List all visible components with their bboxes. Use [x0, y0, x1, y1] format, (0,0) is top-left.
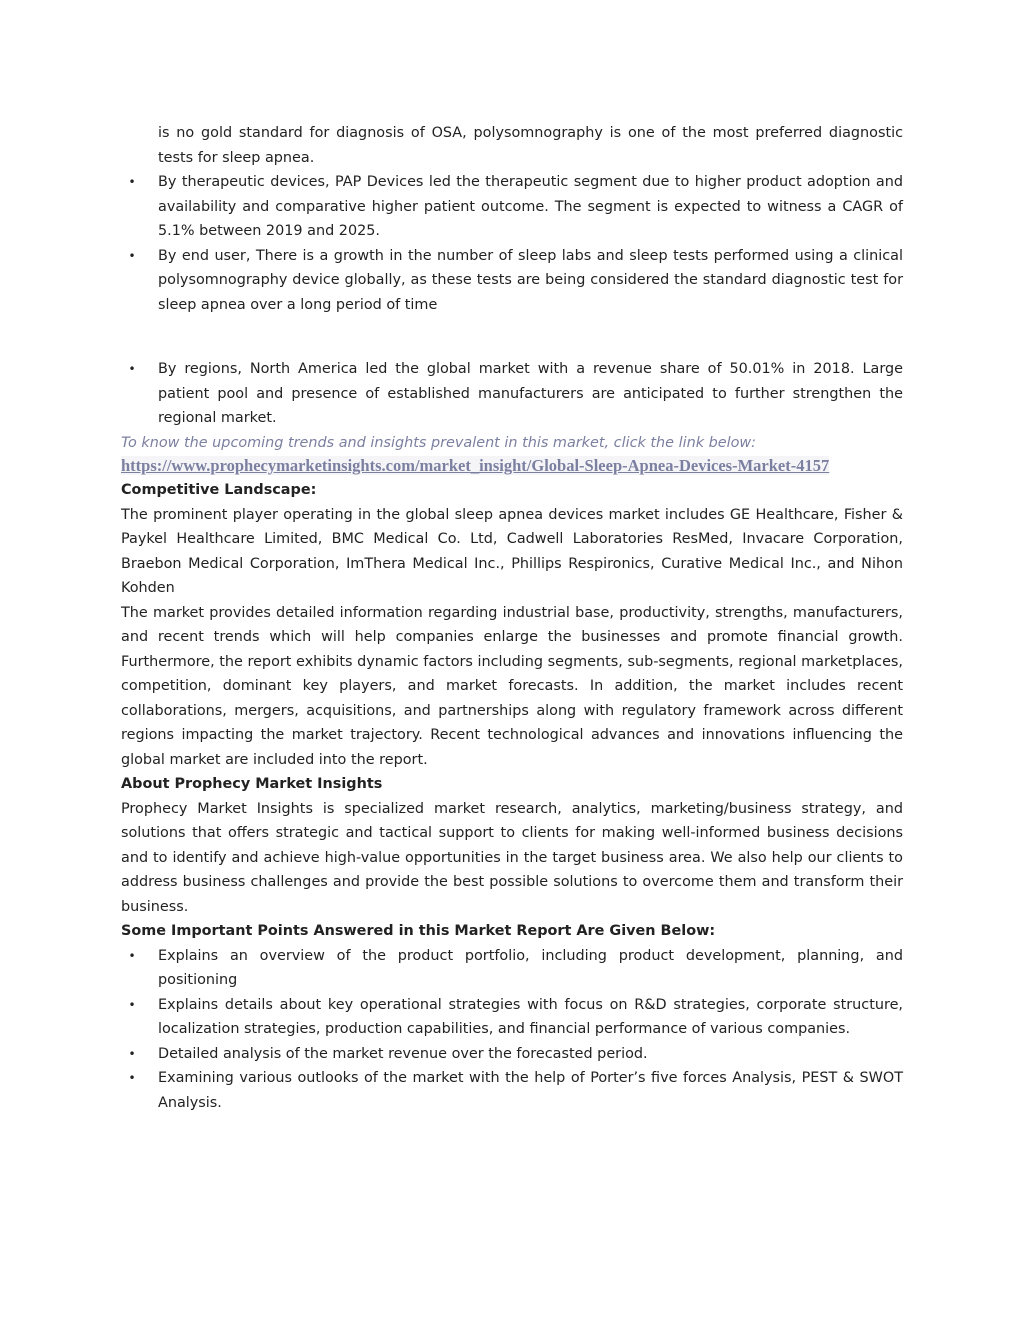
finding-therapeutic: By therapeutic devices, PAP Devices led the therapeutic segment due to higher product adoption and availability and comparative higher patient outcome. The segment is expected to witness a CAGR of 5.1% between 2019 and 2025. [158, 174, 903, 239]
bullet-icon: • [128, 248, 136, 263]
bullet-icon: • [128, 1071, 136, 1085]
about-heading: About Prophecy Market Insights [121, 776, 383, 792]
link-url-wrapper [121, 455, 903, 478]
bullet-icon: • [128, 1046, 136, 1061]
point-text: Explains an overview of the product portfolio, including product development, planning, and positioning [158, 947, 903, 988]
list-item [121, 244, 903, 318]
points-heading: Some Important Points Answered in this Market Report Are Given Below: [121, 923, 716, 939]
document-page [121, 121, 903, 1115]
list-item [121, 357, 903, 431]
points-list [121, 944, 903, 1116]
link-prompt: To know the upcoming trends and insights prevalent in this market, click the link below: [121, 434, 757, 451]
bullet-icon: • [128, 948, 136, 963]
list-item [121, 944, 903, 993]
findings-list [121, 170, 903, 317]
list-item [121, 1066, 903, 1115]
report-link[interactable]: https://www.prophecymarketinsights.com/market_insight/Global-Sleep-Apnea-Devices-Market-4157 [121, 456, 830, 475]
competitive-details: The market provides detailed information regarding industrial base, productivity, strengths, manufacturers, and recent trends which will help companies enlarge the businesses and promote financial growth. Furthermore, the report exhibits dynamic factors including segments, sub-segments, regional marketplaces, competition, dominant key players, and market forecasts. In addition, the market includes recent collaborations, mergers, acquisitions, and partnerships along with regulatory framework across different regions impacting the market trajectory. Recent technological advances and innovations influencing the global market are included into the report. [121, 604, 903, 768]
list-item [121, 993, 903, 1042]
point-text: Examining various outlooks of the market with the help of Porter’s five forces Analysis, PEST & SWOT Analysis. [158, 1070, 903, 1111]
point-text: Detailed analysis of the market revenue over the forecasted period. [158, 1045, 648, 1062]
list-item [121, 1042, 903, 1067]
intro-continuation: is no gold standard for diagnosis of OSA, polysomnography is one of the most preferred diagnostic tests for sleep apnea. [158, 125, 903, 166]
point-text: Explains details about key operational strategies with focus on R&D strategies, corporate structure, localization strategies, production capabilities, and financial performance of various companies. [158, 996, 903, 1037]
finding-end-user: By end user, There is a growth in the number of sleep labs and sleep tests performed using a clinical polysomnography device globally, as these tests are being considered the standard diagnostic test for sleep apnea over a long period of time [158, 247, 903, 313]
about-text: Prophecy Market Insights is specialized market research, analytics, marketing/business strategy, and solutions that offers strategic and tactical support to clients for making well-informed business decisions and to identify and achieve high-value opportunities in the target business area. We also help our clients to address business challenges and provide the best possible solutions to overcome them and transform their business. [121, 800, 903, 915]
regions-list [121, 357, 903, 431]
competitive-players: The prominent player operating in the global sleep apnea devices market includes GE Healthcare, Fisher & Paykel Healthcare Limited, BMC Medical Co. Ltd, Cadwell Laboratories ResMed, Invacare Corporation, Braebon Medical Corporation, ImThera Medical Inc., Phillips Respironics, Curative Medical Inc., and Nihon Kohden [121, 506, 903, 596]
list-item [121, 170, 903, 244]
bullet-icon: • [128, 175, 136, 189]
competitive-heading: Competitive Landscape: [121, 482, 317, 498]
bullet-icon: • [128, 997, 136, 1012]
bullet-icon: • [128, 362, 136, 376]
finding-regions: By regions, North America led the global market with a revenue share of 50.01% in 2018. Large patient pool and presence of established manufacturers are anticipated to further strengthen the regional market. [158, 361, 903, 426]
spacer [121, 317, 903, 357]
